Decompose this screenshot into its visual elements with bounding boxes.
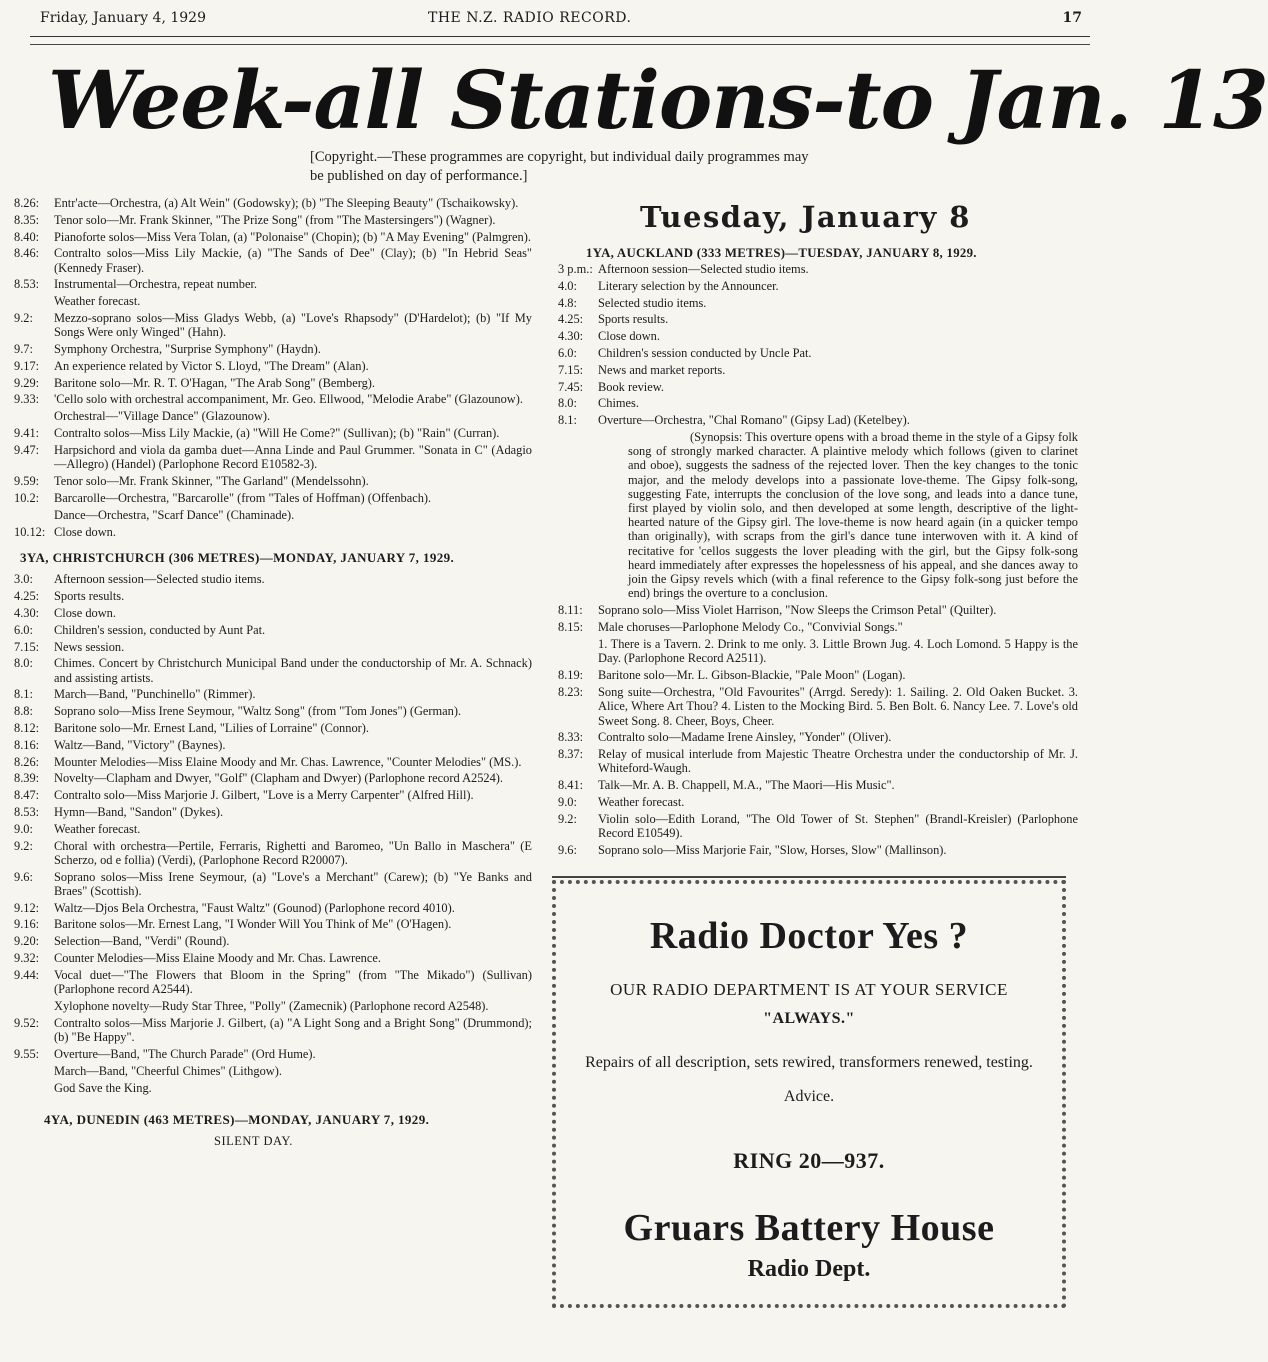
program-description: Novelty—Clapham and Dwyer, "Golf" (Clapham and Dwyer) (Parlophone record A2524). (54, 771, 504, 786)
program-description: Tenor solo—Mr. Frank Skinner, "The Garland" (Mendelssohn). (54, 474, 369, 489)
program-item (14, 376, 532, 390)
advert-always: "ALWAYS." (763, 1010, 855, 1027)
program-item (14, 738, 532, 752)
program-item (558, 730, 1078, 744)
left-column (14, 196, 532, 1149)
program-description: Soprano solo—Miss Marjorie Fair, "Slow, Horses, Slow" (Mallinson). (598, 842, 947, 857)
program-time: 7.15: (14, 639, 40, 654)
program-description: Selection—Band, "Verdi" (Round). (54, 934, 230, 949)
advert-dept: Radio Dept. (747, 1256, 871, 1282)
program-time: 8.37: (558, 747, 584, 762)
program-item (14, 426, 532, 440)
program-time: 9.29: (14, 375, 40, 390)
program-description: Children's session conducted by Uncle Pat. (598, 345, 812, 360)
program-item (14, 525, 532, 539)
program-description: Vocal duet—"The Flowers that Bloom in the Spring" (from "The Mikado") (Sullivan) (Parlophone record A2544). (54, 967, 532, 996)
header-rule (30, 36, 1090, 37)
page-number: 17 (1062, 10, 1082, 26)
right-column (558, 262, 1078, 860)
program-item (558, 363, 1078, 377)
station-heading-1ya: 1YA, AUCKLAND (333 METRES)—TUESDAY, JANUARY 8, 1929. (586, 246, 977, 260)
program-time: 8.53: (14, 277, 40, 292)
program-description: 'Cello solo with orchestral accompaniment, Mr. Geo. Ellwood, "Melodie Arabe" (Glazounow). (54, 392, 523, 407)
program-item (558, 329, 1078, 343)
program-item (558, 778, 1078, 792)
program-item (14, 196, 532, 210)
program-item (558, 668, 1078, 682)
program-time: 8.35: (14, 212, 40, 227)
program-list-1ya (558, 262, 1078, 427)
program-description: Sports results. (598, 312, 669, 327)
program-description: Instrumental—Orchestra, repeat number. (54, 277, 257, 292)
program-description: Soprano solos—Miss Irene Seymour, (a) "Love's a Merchant" (Carew); (b) "Ye Banks and Braes" (Scottish). (54, 869, 532, 898)
program-description: Pianoforte solos—Miss Vera Tolan, (a) "Polonaise" (Chopin); (b) "A May Evening" (Palmgren). (54, 229, 531, 244)
program-item (14, 755, 532, 769)
program-item (558, 262, 1078, 276)
program-description: An experience related by Victor S. Lloyd, "The Dream" (Alan). (54, 358, 369, 373)
program-time: 9.52: (14, 1015, 40, 1030)
program-item (14, 839, 532, 867)
program-time: 4.0: (558, 278, 577, 293)
program-list-3ya-late (14, 1016, 532, 1061)
program-item (558, 413, 1078, 427)
program-item (14, 246, 532, 274)
program-time: 9.6: (558, 842, 577, 857)
advertisement (552, 880, 1066, 1308)
program-note-xylophone: Xylophone novelty—Rudy Star Three, "Polly" (Zamecnik) (Parlophone record A2548). (54, 998, 489, 1013)
program-item (558, 812, 1078, 840)
program-description: Afternoon session—Selected studio items. (54, 572, 265, 587)
program-description: Relay of musical interlude from Majestic Theatre Orchestra under the conductorship of Mr. J. Whiteford-Waugh. (598, 747, 1078, 776)
program-item (558, 843, 1078, 857)
program-item (14, 721, 532, 735)
program-description: March—Band, "Punchinello" (Rimmer). (54, 687, 256, 702)
program-description: Symphony Orchestra, "Surprise Symphony" (Haydn). (54, 341, 321, 356)
station-heading-4ya: 4YA, DUNEDIN (463 METRES)—MONDAY, JANUARY 7, 1929. (44, 1112, 430, 1128)
program-time: 4.30: (558, 329, 584, 344)
program-time: 8.12: (14, 720, 40, 735)
program-time: 9.12: (14, 900, 40, 915)
program-description: Counter Melodies—Miss Elaine Moody and Mr. Chas. Lawrence. (54, 950, 381, 965)
station-heading-3ya: 3YA, CHRISTCHURCH (306 METRES)—MONDAY, JANUARY 7, 1929. (20, 550, 455, 566)
program-item (14, 822, 532, 836)
program-time: 9.41: (14, 426, 40, 441)
program-description: Close down. (54, 524, 116, 539)
program-list-2ya-close (14, 525, 532, 539)
program-description: Overture—Band, "The Church Parade" (Ord Hume). (54, 1046, 316, 1061)
program-item (14, 606, 532, 620)
program-item (14, 805, 532, 819)
program-time: 8.41: (558, 778, 584, 793)
program-time: 8.46: (14, 246, 40, 261)
program-item (14, 704, 532, 718)
program-time: 8.1: (14, 687, 33, 702)
program-item (14, 230, 532, 244)
program-item (558, 296, 1078, 310)
program-time: 8.0: (558, 396, 577, 411)
program-time: 8.23: (558, 685, 584, 700)
program-note-scarf-dance: Dance—Orchestra, "Scarf Dance" (Chaminade). (54, 507, 295, 522)
program-item (14, 917, 532, 931)
program-time: 3 p.m.: (558, 262, 593, 276)
program-description: Overture—Orchestra, "Chal Romano" (Gipsy Lad) (Ketelbey). (598, 413, 910, 428)
header-rule-thin (30, 44, 1090, 45)
program-description: Literary selection by the Announcer. (598, 278, 779, 293)
program-item (14, 277, 532, 291)
program-item (14, 870, 532, 898)
program-time: 6.0: (558, 345, 577, 360)
program-item (558, 396, 1078, 410)
program-description: Mounter Melodies—Miss Elaine Moody and Mr. Chas. Lawrence, "Counter Melodies" (MS.). (54, 754, 522, 769)
program-time: 9.16: (14, 917, 40, 932)
page-title: Week-all Stations-to Jan. 13 (48, 53, 1268, 147)
advert-rule (552, 876, 1066, 878)
program-description: Male choruses—Parlophone Melody Co., "Convivial Songs." (598, 620, 903, 635)
program-time: 8.53: (14, 804, 40, 819)
program-description: Contralto solo—Madame Irene Ainsley, "Yonder" (Oliver). (598, 730, 892, 745)
program-item (558, 312, 1078, 326)
advert-headline: Radio Doctor Yes ? (649, 915, 969, 957)
program-item (14, 656, 532, 684)
program-time: 4.25: (558, 312, 584, 327)
program-list-1ya-mid (558, 603, 1078, 634)
program-time (14, 294, 54, 308)
program-description: Sports results. (54, 589, 125, 604)
program-item (14, 491, 532, 505)
program-time: 4.25: (14, 589, 40, 604)
program-description: Children's session, conducted by Aunt Pat. (54, 622, 266, 637)
program-description: Tenor solo—Mr. Frank Skinner, "The Prize Song" (from "The Mastersingers") (Wagner). (54, 212, 496, 227)
program-item (14, 1047, 532, 1061)
program-list-3ya (14, 572, 532, 996)
program-description: Afternoon session—Selected studio items. (598, 262, 809, 276)
program-note-village-dance: Orchestral—"Village Dance" (Glazounow). (54, 409, 271, 424)
program-description: Soprano solo—Miss Irene Seymour, "Waltz Song" (from "Tom Jones") (German). (54, 704, 462, 719)
program-item (14, 623, 532, 637)
program-item (558, 620, 1078, 634)
program-item (14, 572, 532, 586)
program-description: Close down. (598, 329, 660, 344)
program-time: 9.47: (14, 443, 40, 458)
program-time: 8.8: (14, 704, 33, 719)
page-header (30, 8, 1090, 30)
program-description: Mezzo-soprano solos—Miss Gladys Webb, (a) "Love's Rhapsody" (D'Hardelot); (b) "If My Songs Were only Winged" (Hahn). (54, 310, 532, 340)
program-time: 8.26: (14, 196, 40, 210)
program-time: 8.16: (14, 737, 40, 752)
issue-date: Friday, January 4, 1929 (40, 10, 206, 26)
program-time: 4.30: (14, 605, 40, 620)
advert-phone: RING 20—937. (733, 1148, 885, 1173)
program-list-1ya-late (558, 668, 1078, 857)
program-time: 8.11: (558, 603, 583, 618)
program-item (14, 951, 532, 965)
program-description: Contralto solos—Miss Lily Mackie, (a) "Will He Come?" (Sullivan); (b) "Rain" (Curran). (54, 426, 500, 441)
program-time: 9.20: (14, 934, 40, 949)
program-note-anthem: God Save the King. (54, 1080, 152, 1095)
program-time: 4.8: (558, 295, 577, 310)
program-time: 9.32: (14, 950, 40, 965)
day-heading: Tuesday, January 8 (640, 200, 971, 234)
program-item (14, 359, 532, 373)
program-description: Chimes. (598, 396, 639, 411)
program-description: Close down. (54, 605, 116, 620)
program-time: 9.2: (14, 838, 33, 853)
program-note-march: March—Band, "Cheerful Chimes" (Lithgow). (54, 1063, 282, 1078)
program-item (558, 685, 1078, 728)
program-description: Violin solo—Edith Lorand, "The Old Tower of St. Stephen" (Brandl-Kreisler) (Parlophone Record E10549). (598, 811, 1078, 840)
program-description: Contralto solos—Miss Marjorie J. Gilbert, (a) "A Light Song and a Bright Song" (Drummond); (b) "Be Happy". (54, 1015, 532, 1045)
program-item (14, 311, 532, 339)
program-description: Contralto solos—Miss Lily Mackie, (a) "The Sands of Dee" (Clay); (b) "In Hebrid Seas" (Kennedy Fraser). (54, 246, 532, 275)
program-time: 9.2: (14, 310, 33, 325)
program-description: Hymn—Band, "Sandon" (Dykes). (54, 804, 224, 819)
program-time: 8.1: (558, 413, 577, 428)
program-time: 9.7: (14, 341, 33, 356)
program-item (558, 795, 1078, 809)
program-description: Book review. (598, 379, 664, 394)
program-item (14, 213, 532, 227)
program-description: Baritone solo—Mr. L. Gibson-Blackie, "Pale Moon" (Logan). (598, 668, 906, 683)
program-description: Weather forecast. (54, 821, 141, 836)
program-description: Baritone solo—Mr. Ernest Land, "Lilies of Lorraine" (Connor). (54, 720, 369, 735)
program-item (14, 474, 532, 488)
silent-day: SILENT DAY. (214, 1134, 293, 1149)
program-description: Chimes. Concert by Christchurch Municipal Band under the conductorship of Mr. A. Schnack) and assisting artists. (54, 656, 532, 685)
program-description: Entr'acte—Orchestra, (a) Alt Wein" (Godowsky); (b) "The Sleeping Beauty" (Tschaikowsky). (54, 196, 519, 210)
program-time: 9.59: (14, 474, 40, 489)
program-time: 6.0: (14, 622, 33, 637)
program-item (14, 771, 532, 785)
program-item (558, 279, 1078, 293)
program-time: 7.45: (558, 379, 584, 394)
program-description: Waltz—Djos Bela Orchestra, "Faust Waltz" (Gounod) (Parlophone record 4010). (54, 900, 455, 915)
program-list-2ya-continued (14, 196, 532, 407)
program-time: 9.0: (14, 821, 33, 836)
program-time: 9.17: (14, 358, 40, 373)
program-list-2ya-late (14, 426, 532, 505)
program-item (14, 392, 532, 406)
program-item (14, 901, 532, 915)
program-time: 9.44: (14, 967, 40, 982)
program-description: Song suite—Orchestra, "Old Favourites" (Arrgd. Seredy): 1. Sailing. 2. Old Oaken Bucket. 3. Alice, Where Art Thou? 4. Listen to the Mocking Bird. 5. Ben Bolt. 6. Nancy Lee. 7. Love's old Sweet Song. 8. Cheer, Boys, Cheer. (598, 685, 1078, 728)
program-item (14, 1016, 532, 1044)
program-description: Contralto solo—Miss Marjorie J. Gilbert, "Love is a Merry Carpenter" (Alfred Hill). (54, 788, 474, 803)
program-time: 8.15: (558, 620, 584, 635)
program-item (14, 342, 532, 356)
program-time: 8.47: (14, 788, 40, 803)
program-description: Waltz—Band, "Victory" (Baynes). (54, 737, 226, 752)
program-item (558, 747, 1078, 775)
program-item (14, 934, 532, 948)
program-description: Baritone solos—Mr. Ernest Lang, "I Wonder Will You Think of Me" (O'Hagen). (54, 917, 452, 932)
program-description: News session. (54, 639, 125, 654)
program-item (558, 603, 1078, 617)
program-description: Soprano solo—Miss Violet Harrison, "Now Sleeps the Crimson Petal" (Quilter). (598, 603, 997, 618)
program-time: 10.12: (14, 524, 46, 539)
program-time: 10.2: (14, 490, 40, 505)
program-time: 9.6: (14, 869, 33, 884)
program-description: Harpsichord and viola da gamba duet—Anna Linde and Paul Grummer. "Sonata in C" (Adagio—Allegro) (Handel) (Parlophone Record E10582-3). (54, 443, 532, 472)
copyright-notice: [Copyright.—These programmes are copyright, but individual daily programmes may be published on day of performance.] (310, 149, 809, 184)
program-time: 8.0: (14, 656, 33, 671)
program-item (14, 640, 532, 654)
program-description: Barcarolle—Orchestra, "Barcarolle" (from "Tales of Hoffman) (Offenbach). (54, 490, 432, 505)
program-note-choruses: 1. There is a Tavern. 2. Drink to me only. 3. Little Brown Jug. 4. Loch Lomond. 5 Happy is the Day. (Parlophone Record A2511). (598, 637, 1078, 666)
program-time: 8.33: (558, 730, 584, 745)
program-description: News and market reports. (598, 362, 726, 377)
program-time: 7.15: (558, 362, 584, 377)
program-item (14, 968, 532, 996)
program-time: 9.2: (558, 811, 577, 826)
program-item (14, 589, 532, 603)
program-time: 9.55: (14, 1046, 40, 1061)
program-item (14, 294, 532, 308)
program-time: 9.33: (14, 392, 40, 407)
program-item (14, 687, 532, 701)
program-description: Talk—Mr. A. B. Chappell, M.A., "The Maori—His Music". (598, 778, 895, 793)
program-description: Baritone solo—Mr. R. T. O'Hagan, "The Arab Song" (Bemberg). (54, 375, 376, 390)
program-time: 8.39: (14, 771, 40, 786)
program-description: Weather forecast. (54, 294, 141, 309)
program-item (558, 346, 1078, 360)
program-item (14, 443, 532, 471)
program-item (14, 788, 532, 802)
program-description: Choral with orchestra—Pertile, Ferraris, Righetti and Baromeo, "Un Ballo in Maschera" (E Scherzo, od e follia) (Verdi), (Parlophone Record R20007). (54, 838, 532, 867)
program-time: 8.19: (558, 668, 584, 683)
advert-firm: Gruars Battery House (623, 1207, 995, 1249)
program-time: 8.26: (14, 754, 40, 769)
advert-service: OUR RADIO DEPARTMENT IS AT YOUR SERVICE (610, 980, 1008, 999)
program-item (558, 380, 1078, 394)
advert-repairs: Repairs of all description, sets rewired, transformers renewed, testing. Advice. (585, 1054, 1033, 1105)
program-time: 8.40: (14, 229, 40, 244)
program-description: Selected studio items. (598, 295, 707, 310)
overture-synopsis: (Synopsis: This overture opens with a broad theme in the style of a Gipsy folk song of strongly marked character. A plaintive melody which follows (given to clarinet and oboe), suggests the sadness of the rejected lover. Then the key changes to the tonic major, and the melody develops into a passionate love-theme. The Gipsy folk-song, suggesting Fate, interrupts the conclusion of the love song, and leads into a dance tune, first played by violin solo, and then developed at some length, descriptive of the light-hearted nature of the Gipsy girl. The love-theme is now heard again (in a quicker tempo than originally), with scraps from the girl's dance tune interwoven with it. A kind of recitative for 'cellos suggests the lover pleading with the girl, but the Gipsy folk-song heard immediately after expresses the hopelessness of his appeal, and she dances away to join the Gipsy revels which (with a final reference to the Gipsy folk-song just before the end) brings the overture to a conclusion. (628, 429, 1078, 601)
program-description: Weather forecast. (598, 795, 685, 809)
program-time: 9.0: (558, 795, 577, 809)
paper-name: THE N.Z. RADIO RECORD. (428, 10, 632, 26)
program-time: 3.0: (14, 572, 33, 587)
